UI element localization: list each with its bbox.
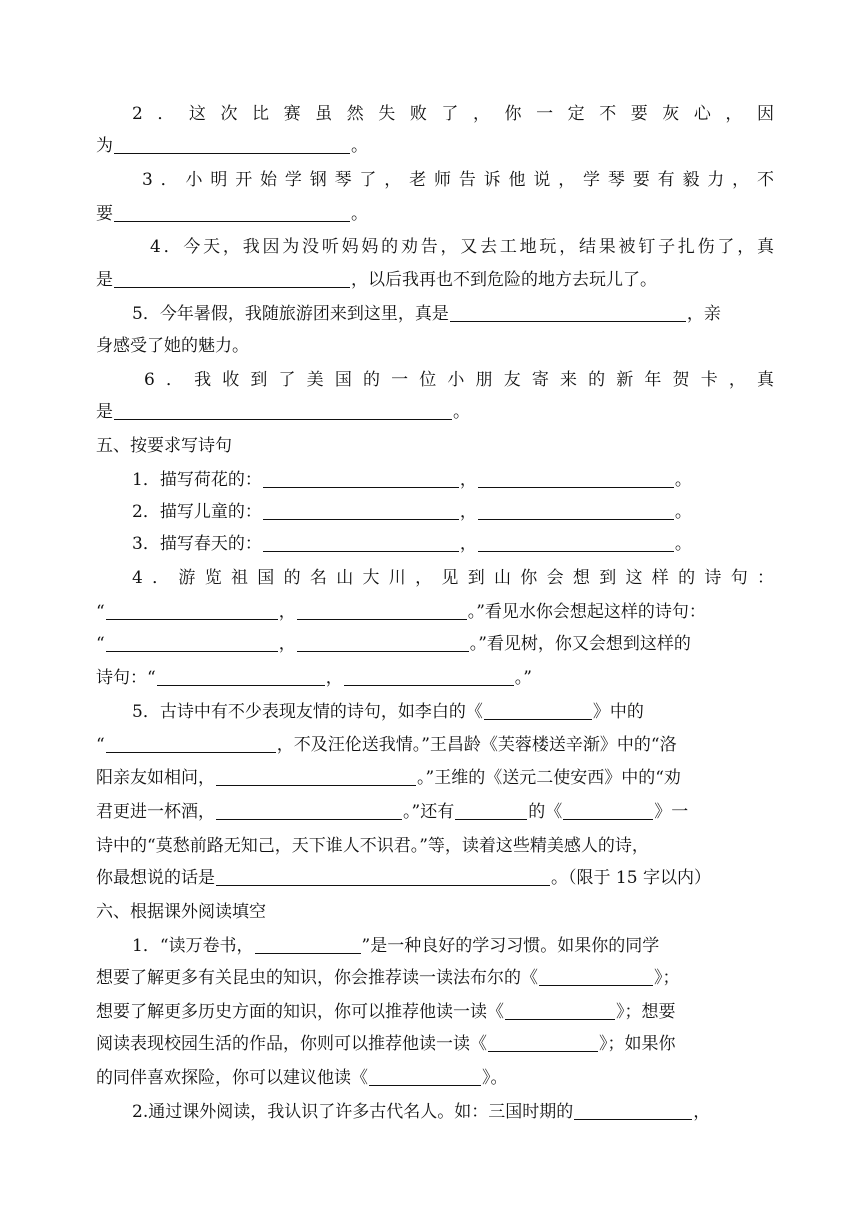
sec5-p5-blank5[interactable]	[455, 797, 527, 820]
sec5-p5-blank6[interactable]	[563, 797, 653, 820]
sec6-p1-blank2[interactable]	[539, 963, 653, 986]
sec5-p4-blank4[interactable]	[297, 629, 469, 652]
sec6-p1-blank1[interactable]	[255, 931, 361, 954]
q3-line2: 要 。	[96, 196, 768, 232]
q4-line2: 是 ，以后我再也不到危险的地方去玩儿了。	[96, 262, 768, 298]
sec5-p3: 3．描写春天的： ， 。	[132, 526, 768, 562]
q4-line1: 4．今天，我因为没听妈妈的劝告，又去工地玩，结果被钉子扎伤了，真	[150, 237, 774, 257]
sec5-p4-line2: “ ， 。”看见水你会想起这样的诗句：	[96, 594, 768, 630]
sec5-p1-blank2[interactable]	[478, 465, 674, 488]
sec6-p1-line2: 想要了解更多有关昆虫的知识，你会推荐读一读法布尔的《 》；	[96, 960, 768, 996]
sec5-p5-blank7[interactable]	[216, 863, 550, 886]
section6-title: 六、根据课外阅读填空	[96, 902, 266, 922]
sec6-p2-blank1[interactable]	[574, 1097, 692, 1120]
sec6-p1-blank3[interactable]	[505, 997, 615, 1020]
sec5-p2-blank1[interactable]	[263, 497, 459, 520]
sec5-p5-blank3[interactable]	[216, 763, 416, 786]
sec5-p4-blank6[interactable]	[344, 663, 514, 686]
sec5-p2: 2．描写儿童的： ， 。	[132, 494, 768, 530]
sec5-p3-blank1[interactable]	[263, 529, 459, 552]
q6-line1: 6．我收到了美国的一位小朋友寄来的新年贺卡，真	[144, 370, 774, 390]
q5-line2: 身感受了她的魅力。	[96, 336, 249, 356]
q6-blank[interactable]	[114, 397, 452, 420]
sec5-p4-blank5[interactable]	[157, 663, 325, 686]
q3-blank[interactable]	[114, 199, 350, 222]
q2-line1: 2．这次比赛虽然失败了，你一定不要灰心，因	[132, 104, 774, 124]
q6-line2: 是 。	[96, 394, 768, 430]
q2-blank[interactable]	[114, 131, 350, 154]
sec5-p5-line6: 你最想说的话是 。（限于 15 字以内）	[96, 860, 768, 896]
q3-line1: 3．小明开始学钢琴了，老师告诉他说，学琴要有毅力，不	[142, 170, 774, 190]
sec5-p3-blank2[interactable]	[478, 529, 674, 552]
q5-line1: 5．今年暑假，我随旅游团来到这里，真是 ，亲	[132, 296, 768, 332]
sec5-p4-line3: “ ， 。”看见树，你又会想到这样的	[96, 626, 768, 662]
sec5-p5-blank1[interactable]	[484, 697, 592, 720]
sec5-p5-blank4[interactable]	[216, 797, 402, 820]
sec5-p5-line3: 阳亲友如相问， 。”王维的《送元二使安西》中的“劝	[96, 760, 768, 796]
sec5-p5-line2: “ ，不及汪伦送我情。”王昌龄《芙蓉楼送辛渐》中的“洛	[96, 727, 768, 763]
sec6-p1-line4: 阅读表现校园生活的作品，你则可以推荐他读一读《 》；如果你	[96, 1026, 768, 1062]
q5-blank[interactable]	[450, 299, 686, 322]
sec5-p1: 1．描写荷花的： ， 。	[132, 462, 768, 498]
sec5-p1-blank1[interactable]	[263, 465, 459, 488]
sec5-p2-blank2[interactable]	[478, 497, 674, 520]
sec6-p1-blank5[interactable]	[369, 1063, 481, 1086]
sec6-p1-blank4[interactable]	[488, 1029, 598, 1052]
sec5-p4-line4: 诗句：“ ， 。”	[96, 660, 768, 696]
sec5-p4-blank1[interactable]	[106, 597, 278, 620]
section5-title: 五、按要求写诗句	[96, 436, 232, 456]
sec5-p4-blank2[interactable]	[297, 597, 467, 620]
sec6-p1-line3: 想要了解更多历史方面的知识，你可以推荐他读一读《 》；想要	[96, 994, 768, 1030]
sec5-p4-blank3[interactable]	[106, 629, 278, 652]
sec5-p5-line4: 君更进一杯酒， 。”还有 的《 》一	[96, 794, 768, 830]
sec5-p5-blank2[interactable]	[106, 730, 276, 753]
q2-line2: 为 。	[96, 128, 768, 164]
q4-blank[interactable]	[114, 265, 350, 288]
sec6-p1-line1: 1．“读万卷书， ”是一种良好的学习习惯。如果你的同学	[132, 928, 768, 964]
sec5-p5-line1: 5．古诗中有不少表现友情的诗句，如李白的《 》中的	[132, 694, 768, 730]
sec5-p4-line1: 4．游览祖国的名山大川，见到山你会想到这样的诗句：	[132, 568, 774, 588]
sec6-p2-line1: 2.通过课外阅读，我认识了许多古代名人。如：三国时期的 ，	[132, 1094, 768, 1130]
sec5-p5-line5: 诗中的“莫愁前路无知己，天下谁人不识君。”等，读着这些精美感人的诗，	[96, 836, 649, 856]
sec6-p1-line5: 的同伴喜欢探险，你可以建议他读《 》。	[96, 1060, 768, 1096]
